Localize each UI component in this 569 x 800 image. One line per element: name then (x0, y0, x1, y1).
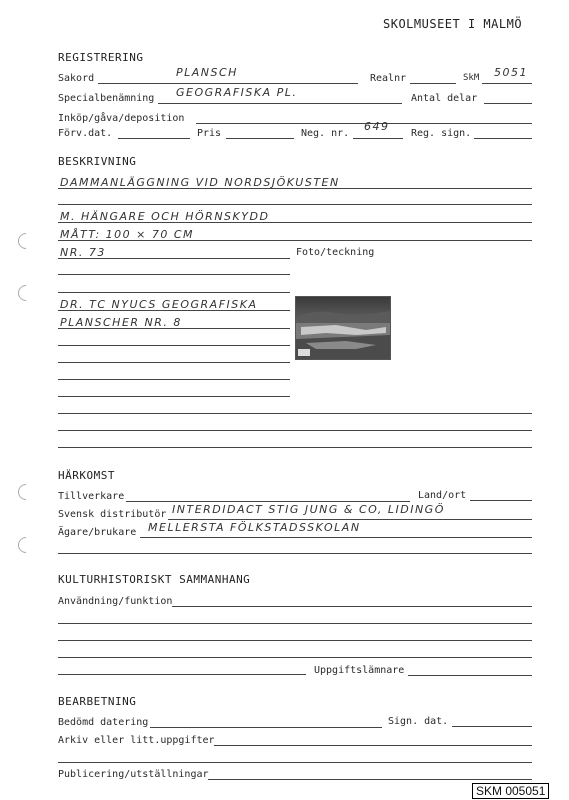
beskrivning-rule (58, 396, 290, 397)
beskrivning-rule (58, 345, 290, 346)
punch-hole (15, 481, 38, 504)
land-line (470, 500, 532, 501)
beskrivning-rule (58, 274, 290, 275)
beskrivning-rule (58, 362, 290, 363)
arkiv-line (214, 745, 532, 746)
beskrivning-rule (58, 328, 290, 329)
specialbenamning-value: GEOGRAFISKA PL. (176, 86, 298, 99)
sign-line (452, 726, 532, 727)
neg-value: 649 (364, 120, 390, 133)
beskrivning-rule (58, 292, 290, 293)
section-bearbetning-heading: BEARBETNING (58, 695, 137, 708)
beskrivning-line-4: NR. 73 (60, 246, 106, 259)
publ-line (208, 779, 532, 780)
forv-line (118, 138, 190, 139)
museum-title: SKOLMUSEET I MALMÖ (383, 17, 523, 31)
distributor-line (168, 519, 532, 520)
beskrivning-line-3: MÅTT: 100 × 70 CM (60, 228, 195, 241)
kultur-rule (58, 674, 306, 675)
tillverkare-line (126, 501, 410, 502)
neg-label: Neg. nr. (301, 128, 350, 139)
punch-hole (15, 282, 38, 305)
agare-label: Ägare/brukare (58, 527, 137, 538)
section-registrering-heading: REGISTRERING (58, 51, 144, 64)
arkiv-label: Arkiv eller litt.uppgifter (58, 735, 215, 746)
beskrivning-rule (58, 204, 532, 205)
beskrivning-line-2: M. HÄNGARE OCH HÖRNSKYDD (60, 210, 270, 223)
harkomst-rule (58, 553, 532, 554)
anvandning-label: Användning/funktion (58, 596, 173, 607)
tillverkare-label: Tillverkare (58, 491, 125, 502)
reg-sign-line (474, 138, 532, 139)
section-harkomst-heading: HÄRKOMST (58, 469, 115, 482)
datering-label: Bedömd datering (58, 717, 149, 728)
bearbetning-rule (58, 762, 532, 763)
beskrivning-rule (58, 379, 290, 380)
distributor-value: INTERDIDACT STIG JUNG & CO, LIDINGÖ (172, 503, 445, 516)
uppgift-line (408, 675, 532, 676)
specialbenamning-label: Specialbenämning (58, 93, 155, 104)
kultur-rule (58, 657, 532, 658)
skm-label: SkM (463, 73, 480, 83)
beskrivning-rule (58, 188, 532, 189)
neg-line (353, 138, 403, 139)
sign-label: Sign. dat. (388, 716, 449, 727)
kultur-rule (58, 623, 532, 624)
realnr-label: Realnr (370, 73, 407, 84)
sakord-line (98, 83, 358, 84)
anvandning-line (172, 606, 532, 607)
sakord-label: Sakord (58, 73, 95, 84)
beskrivning-line-1: DAMMANLÄGGNING VID NORDSJÖKUSTEN (60, 176, 340, 189)
section-beskrivning-heading: BESKRIVNING (58, 155, 137, 168)
catalog-stamp: SKM 005051 (472, 783, 549, 799)
pris-label: Pris (197, 128, 222, 139)
sakord-value: PLANSCH (176, 66, 238, 79)
beskrivning-line-6: PLANSCHER NR. 8 (60, 316, 182, 329)
beskrivning-rule (58, 222, 532, 223)
beskrivning-rule (58, 310, 290, 311)
beskrivning-rule (58, 413, 532, 414)
beskrivning-rule (58, 430, 532, 431)
punch-hole (15, 230, 38, 253)
pris-line (226, 138, 294, 139)
section-kultur-heading: KULTURHISTORISKT SAMMANHANG (58, 573, 251, 586)
skm-line (482, 83, 532, 84)
punch-hole (15, 534, 38, 557)
beskrivning-line-5: DR. TC NYUCS GEOGRAFISKA (60, 298, 258, 311)
inkop-label: Inköp/gåva/deposition (58, 113, 185, 124)
realnr-line (410, 83, 456, 84)
specialbenamning-line (158, 103, 402, 104)
publ-label: Publicering/utställningar (58, 769, 209, 780)
reg-sign-label: Reg. sign. (411, 128, 472, 139)
beskrivning-rule (58, 258, 290, 259)
kultur-rule (58, 640, 532, 641)
land-label: Land/ort (418, 490, 467, 501)
datering-line (150, 727, 382, 728)
agare-value: MELLERSTA FÖLKSTADSSKOLAN (148, 521, 361, 534)
foto-label: Foto/teckning (296, 247, 375, 258)
beskrivning-rule (58, 447, 532, 448)
beskrivning-rule (58, 240, 532, 241)
skm-value: 5051 (494, 66, 528, 79)
object-photo (295, 296, 391, 360)
forv-label: Förv.dat. (58, 128, 113, 139)
agare-line (140, 537, 532, 538)
antal-delar-label: Antal delar (411, 93, 478, 104)
distributor-label: Svensk distributör (58, 509, 167, 520)
antal-delar-line (484, 103, 532, 104)
uppgift-label: Uppgiftslämnare (314, 665, 405, 676)
